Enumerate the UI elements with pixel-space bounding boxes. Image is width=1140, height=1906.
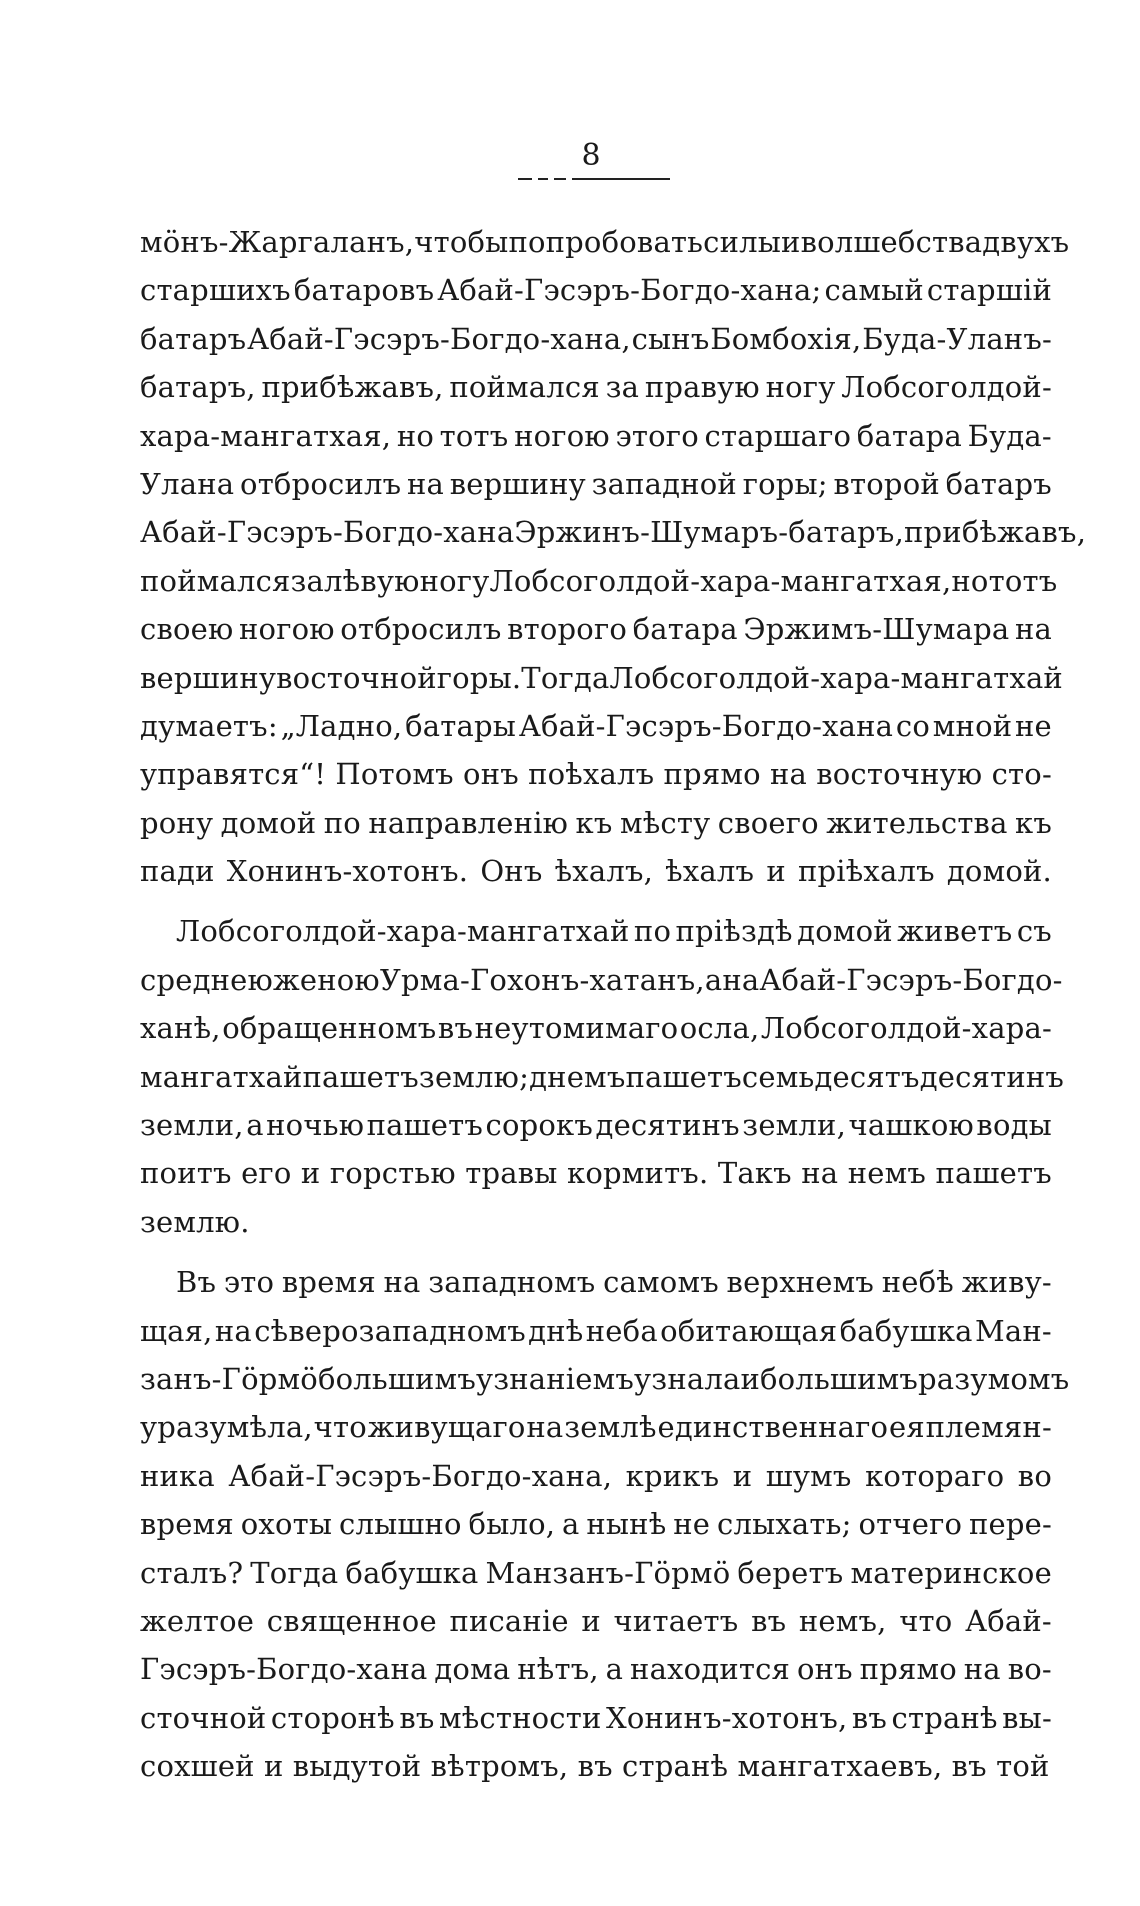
word: землю; — [418, 1059, 530, 1094]
word: въ — [577, 1749, 613, 1784]
text-line — [140, 654, 1063, 702]
word: Тогда — [250, 1555, 339, 1590]
word: пашетъ — [366, 1108, 484, 1143]
word: на — [801, 1156, 839, 1191]
text-line — [140, 557, 1058, 605]
word: въ — [751, 1603, 787, 1638]
word: Лобсоголдой-хара-мангатхая, — [489, 563, 952, 598]
word: охоты — [240, 1507, 333, 1542]
text-line — [140, 799, 1052, 847]
word: мӧнъ-Жаргаланъ, — [140, 225, 415, 259]
word: Абай-Гэсэръ-Богдо- — [759, 962, 1063, 997]
word: на — [383, 1265, 421, 1300]
text-line — [140, 1549, 1052, 1597]
word: отбросилъ — [240, 466, 402, 501]
word: слышно — [339, 1507, 462, 1542]
word: священное — [266, 1603, 437, 1638]
word: и — [740, 1361, 760, 1396]
word: поймался — [449, 370, 600, 405]
word: Абай-Гэсэръ-Богдо-хана, — [247, 321, 631, 356]
text-line — [140, 1355, 1070, 1403]
word: Урма-Гохонъ-хатанъ, — [379, 962, 705, 997]
word: двухъ — [982, 225, 1070, 259]
word: поитъ — [140, 1156, 232, 1191]
text-line — [140, 460, 1052, 508]
word: прямо — [663, 757, 761, 792]
text-line — [140, 266, 1052, 314]
word: западной — [591, 466, 737, 501]
word: со — [895, 708, 931, 743]
word: сторонѣ — [270, 1700, 395, 1735]
word: вы- — [1002, 1700, 1052, 1735]
word: Въ — [176, 1265, 217, 1300]
paragraph — [140, 218, 1087, 895]
word: Улана — [140, 466, 235, 501]
word: въ — [437, 1011, 474, 1046]
word: странѣ — [622, 1749, 729, 1784]
word: Абай-Гэсэръ-Богдо-хана — [140, 515, 515, 550]
word: онъ — [796, 1652, 853, 1687]
word: Бомбохія, — [710, 321, 862, 356]
word: и — [300, 1156, 321, 1191]
word: это — [223, 1265, 275, 1300]
word: кормитъ. — [567, 1156, 709, 1191]
word: время — [281, 1265, 376, 1300]
word: на — [722, 962, 760, 997]
word: жительства — [826, 805, 1008, 840]
word: странѣ — [891, 1700, 998, 1735]
word: слыхать; — [717, 1507, 852, 1542]
word: чтобы — [414, 225, 509, 259]
word: Лобсоголдой-хара-мангатхай — [176, 914, 630, 949]
word: осла, — [679, 1011, 760, 1046]
word: нынѣ — [586, 1507, 667, 1542]
word: пріѣхалъ — [797, 854, 935, 889]
word: Абай-Гэсэръ-Богдо-хана; — [437, 273, 822, 308]
word: во- — [1007, 1652, 1052, 1687]
text-line — [140, 1198, 1052, 1246]
word: земли, — [742, 1108, 847, 1143]
word: на — [214, 1313, 252, 1348]
word: старшаго — [704, 418, 852, 453]
word: живущаго — [367, 1410, 526, 1445]
word: выдутой — [292, 1749, 422, 1784]
text-line — [140, 907, 1052, 955]
word: узнаніемъ — [475, 1361, 635, 1396]
text-line — [140, 218, 1070, 266]
word: днѣ — [528, 1313, 584, 1348]
word: сто- — [991, 757, 1052, 792]
text-line — [140, 1101, 1052, 1149]
word: вершину — [449, 466, 586, 501]
word: находится — [630, 1652, 791, 1687]
word: большимъ — [317, 1361, 476, 1396]
word: ногою — [514, 418, 610, 453]
word: живетъ — [897, 914, 1013, 949]
word: что — [899, 1603, 953, 1638]
word: ханѣ, — [140, 1011, 221, 1046]
word: „Ладно, — [280, 708, 403, 743]
word: въ — [951, 1749, 987, 1784]
word: немъ, — [798, 1603, 887, 1638]
word: разумомъ — [918, 1361, 1070, 1396]
word: управятся“! — [140, 757, 327, 792]
text-line — [140, 702, 1052, 750]
word: пере- — [968, 1507, 1052, 1542]
word: и — [581, 1603, 601, 1638]
word: но — [951, 563, 989, 598]
word: семьдесятъ — [741, 1059, 920, 1094]
text-line — [140, 363, 1052, 411]
word: занъ-Гӧрмӧ — [140, 1361, 318, 1396]
word: узнала — [634, 1361, 741, 1396]
word: Ман- — [975, 1313, 1052, 1348]
word: а — [562, 1507, 580, 1542]
word: Буда-Уланъ- — [862, 321, 1052, 356]
text-line — [140, 1258, 1052, 1306]
word: неба — [585, 1313, 658, 1348]
word: Гэсэръ-Богдо-хана — [140, 1652, 428, 1687]
word: во — [1017, 1458, 1052, 1493]
word: обращенномъ — [222, 1011, 437, 1046]
word: пашетъ — [935, 1156, 1052, 1191]
word: вѣтромъ, — [430, 1749, 569, 1784]
word: желтое — [140, 1603, 255, 1638]
word: лѣвую — [324, 563, 420, 598]
word: сорокъ — [485, 1108, 594, 1143]
word: живу- — [961, 1265, 1052, 1300]
word: Потомъ — [335, 757, 454, 792]
word: земли, — [140, 1108, 244, 1143]
word: ночью — [266, 1108, 365, 1143]
word: отчего — [858, 1507, 963, 1542]
word: мангатхай — [140, 1059, 303, 1094]
word: шумъ — [765, 1458, 852, 1493]
word: волшебства — [800, 225, 983, 259]
word: тотъ — [439, 418, 509, 453]
word: своего — [717, 805, 819, 840]
word: восточную — [816, 757, 983, 792]
text-line — [140, 412, 1052, 460]
word: было, — [468, 1507, 556, 1542]
word: бабушка — [839, 1313, 973, 1348]
word: Лобсоголдой-хара-мангатхай — [609, 660, 1063, 695]
word: этого — [615, 418, 699, 453]
text-line — [140, 1004, 1052, 1052]
word: большимъ — [760, 1361, 919, 1396]
text-line — [140, 1694, 1052, 1742]
word: правую — [644, 370, 760, 405]
word: самый — [824, 273, 924, 308]
text-line — [140, 1742, 1052, 1790]
word: Манзанъ-Гӧрмӧ — [485, 1555, 731, 1590]
word: хара-мангатхая, — [140, 418, 392, 453]
word: беретъ — [737, 1555, 844, 1590]
word: и — [766, 854, 786, 889]
word: единственнаго — [657, 1410, 889, 1445]
text-line — [140, 1149, 1052, 1197]
word: сохшей — [140, 1749, 255, 1784]
text-line — [140, 750, 1052, 798]
word: ѣхалъ — [665, 854, 755, 889]
word: травы — [465, 1156, 558, 1191]
word: писаніе — [449, 1603, 569, 1638]
word: Абай-Гэсэръ-Богдо-хана — [518, 708, 894, 743]
word: материнское — [850, 1555, 1052, 1590]
word: сталъ? — [140, 1555, 244, 1590]
word: Тогда — [521, 660, 610, 695]
word: пріѣздѣ — [675, 914, 793, 949]
word: батаръ — [945, 466, 1052, 501]
word: за — [290, 563, 325, 598]
word: а — [605, 1652, 624, 1687]
word: горы. — [436, 660, 522, 695]
word: тотъ — [988, 563, 1058, 598]
word: пашетъ — [302, 1059, 419, 1094]
word: сынъ — [631, 321, 710, 356]
word: ногою — [239, 612, 335, 647]
word: батаровъ — [293, 273, 435, 308]
word: горстью — [329, 1156, 456, 1191]
word: къ — [1015, 805, 1052, 840]
word: за — [605, 370, 640, 405]
text-line — [140, 1307, 1052, 1355]
word: восточной — [276, 660, 437, 695]
word: Эржимъ-Шумара — [743, 612, 1010, 647]
word: въ — [399, 1700, 435, 1735]
word: а — [704, 962, 723, 997]
word: не — [1015, 708, 1052, 743]
word: онъ — [463, 757, 519, 792]
word: сточной — [140, 1700, 267, 1735]
word: женою — [272, 962, 380, 997]
word: бабушка — [345, 1555, 479, 1590]
word: къ — [575, 805, 613, 840]
word: вершину — [140, 660, 277, 695]
word: ея — [888, 1410, 925, 1445]
word: Такъ — [717, 1156, 792, 1191]
text-line — [140, 508, 1087, 556]
text-line — [140, 1597, 1052, 1645]
word: думаетъ: — [140, 708, 278, 743]
word: батаръ, — [140, 370, 256, 405]
word: рону — [140, 805, 214, 840]
header-rule — [518, 178, 532, 180]
word: мѣсту — [619, 805, 711, 840]
paragraph-gap — [140, 895, 1052, 907]
word: пашетъ — [625, 1059, 742, 1094]
word: съ — [1016, 914, 1052, 949]
word: щая, — [140, 1313, 213, 1348]
word: небѣ — [881, 1265, 954, 1300]
paragraph — [140, 907, 1065, 1246]
word: отбросилъ — [340, 612, 502, 647]
word: племян- — [925, 1410, 1052, 1445]
text-line — [140, 1053, 1065, 1101]
word: попробовать — [508, 225, 704, 259]
word: чашкою — [848, 1108, 974, 1143]
text-line — [140, 1645, 1052, 1693]
word: землѣ — [564, 1410, 657, 1445]
body-text — [140, 218, 1087, 1791]
word: Абай-Гэсэръ-Богдо-хана, — [228, 1458, 613, 1493]
word: второго — [507, 612, 628, 647]
word: старшій — [926, 273, 1052, 308]
word: прямо — [859, 1652, 957, 1687]
word: Буда- — [967, 418, 1052, 453]
word: днемъ — [529, 1059, 626, 1094]
word: на — [769, 757, 807, 792]
word: Абай- — [965, 1603, 1052, 1638]
word: прибѣжавъ, — [261, 370, 444, 405]
word: той — [996, 1749, 1050, 1784]
word: прибѣжавъ, — [904, 515, 1087, 550]
word: по — [633, 914, 672, 949]
header-rule — [538, 178, 548, 180]
word: не — [673, 1507, 711, 1542]
word: въ — [851, 1700, 888, 1735]
word: ногу — [419, 563, 490, 598]
word: Хонинъ-хотонъ. — [226, 854, 469, 889]
word: домой — [220, 805, 317, 840]
word: его — [241, 1156, 292, 1191]
word: старшихъ — [140, 273, 291, 308]
word: десятинъ — [919, 1059, 1065, 1094]
word: читаетъ — [613, 1603, 739, 1638]
word: ника — [140, 1458, 215, 1493]
word: Эржинъ-Шумаръ-батаръ, — [514, 515, 904, 550]
page-header — [510, 138, 670, 188]
paragraph-gap — [140, 1246, 1052, 1258]
word: на — [407, 466, 445, 501]
word: поѣхалъ — [528, 757, 655, 792]
text-line — [140, 1500, 1052, 1548]
page-number: 8 — [581, 138, 601, 173]
word: ѣхалъ, — [554, 854, 654, 889]
word: батаръ — [140, 321, 247, 356]
word: обитающая — [660, 1313, 838, 1348]
text-line — [140, 956, 1063, 1004]
word: батара — [632, 612, 738, 647]
word: западномъ — [428, 1265, 596, 1300]
word: крикъ — [625, 1458, 720, 1493]
word: второй — [833, 466, 940, 501]
word: мѣстности — [438, 1700, 602, 1735]
word: землю. — [140, 1204, 250, 1239]
word: на — [526, 1410, 564, 1445]
word: но — [396, 418, 435, 453]
word: среднею — [140, 962, 273, 997]
text-line — [140, 605, 1052, 653]
word: горы; — [742, 466, 828, 501]
word: домой — [797, 914, 893, 949]
word: силы — [703, 225, 782, 259]
word: и — [732, 1458, 753, 1493]
word: мной — [932, 708, 1013, 743]
word: батары — [405, 708, 517, 743]
word: домой. — [946, 854, 1052, 889]
word: на — [1014, 612, 1052, 647]
word: Лобсоголдой-хара- — [760, 1011, 1052, 1046]
word: Хонинъ-хотонъ, — [605, 1700, 848, 1735]
word: Лобсоголдой- — [841, 370, 1052, 405]
paragraph — [140, 1258, 1070, 1790]
word: неутомимаго — [474, 1011, 679, 1046]
word: воды — [976, 1108, 1052, 1143]
word: уразумѣла, — [140, 1410, 313, 1445]
word: пади — [140, 854, 215, 889]
text-line — [140, 1452, 1052, 1500]
word: батара — [856, 418, 962, 453]
word: что — [313, 1410, 367, 1445]
word: на — [963, 1652, 1001, 1687]
word: самомъ — [603, 1265, 719, 1300]
word: сѣверозападномъ — [254, 1313, 526, 1348]
word: немъ — [847, 1156, 927, 1191]
header-rule — [572, 178, 670, 180]
word: а — [246, 1108, 264, 1143]
word: котораго — [865, 1458, 1005, 1493]
word: нѣтъ, — [517, 1652, 599, 1687]
text-line — [140, 1403, 1052, 1451]
word: своею — [140, 612, 234, 647]
word: десятинъ — [595, 1108, 740, 1143]
word: ногу — [765, 370, 836, 405]
word: и — [781, 225, 801, 259]
text-line — [140, 847, 1052, 895]
word: по — [323, 805, 361, 840]
word: верхнемъ — [726, 1265, 875, 1300]
word: Онъ — [480, 854, 543, 889]
word: и — [263, 1749, 284, 1784]
word: мангатхаевъ, — [737, 1749, 943, 1784]
word: поймался — [140, 563, 291, 598]
header-rule — [554, 178, 566, 180]
word: направленію — [368, 805, 569, 840]
word: время — [140, 1507, 234, 1542]
text-line — [140, 315, 1052, 363]
word: дома — [434, 1652, 511, 1687]
